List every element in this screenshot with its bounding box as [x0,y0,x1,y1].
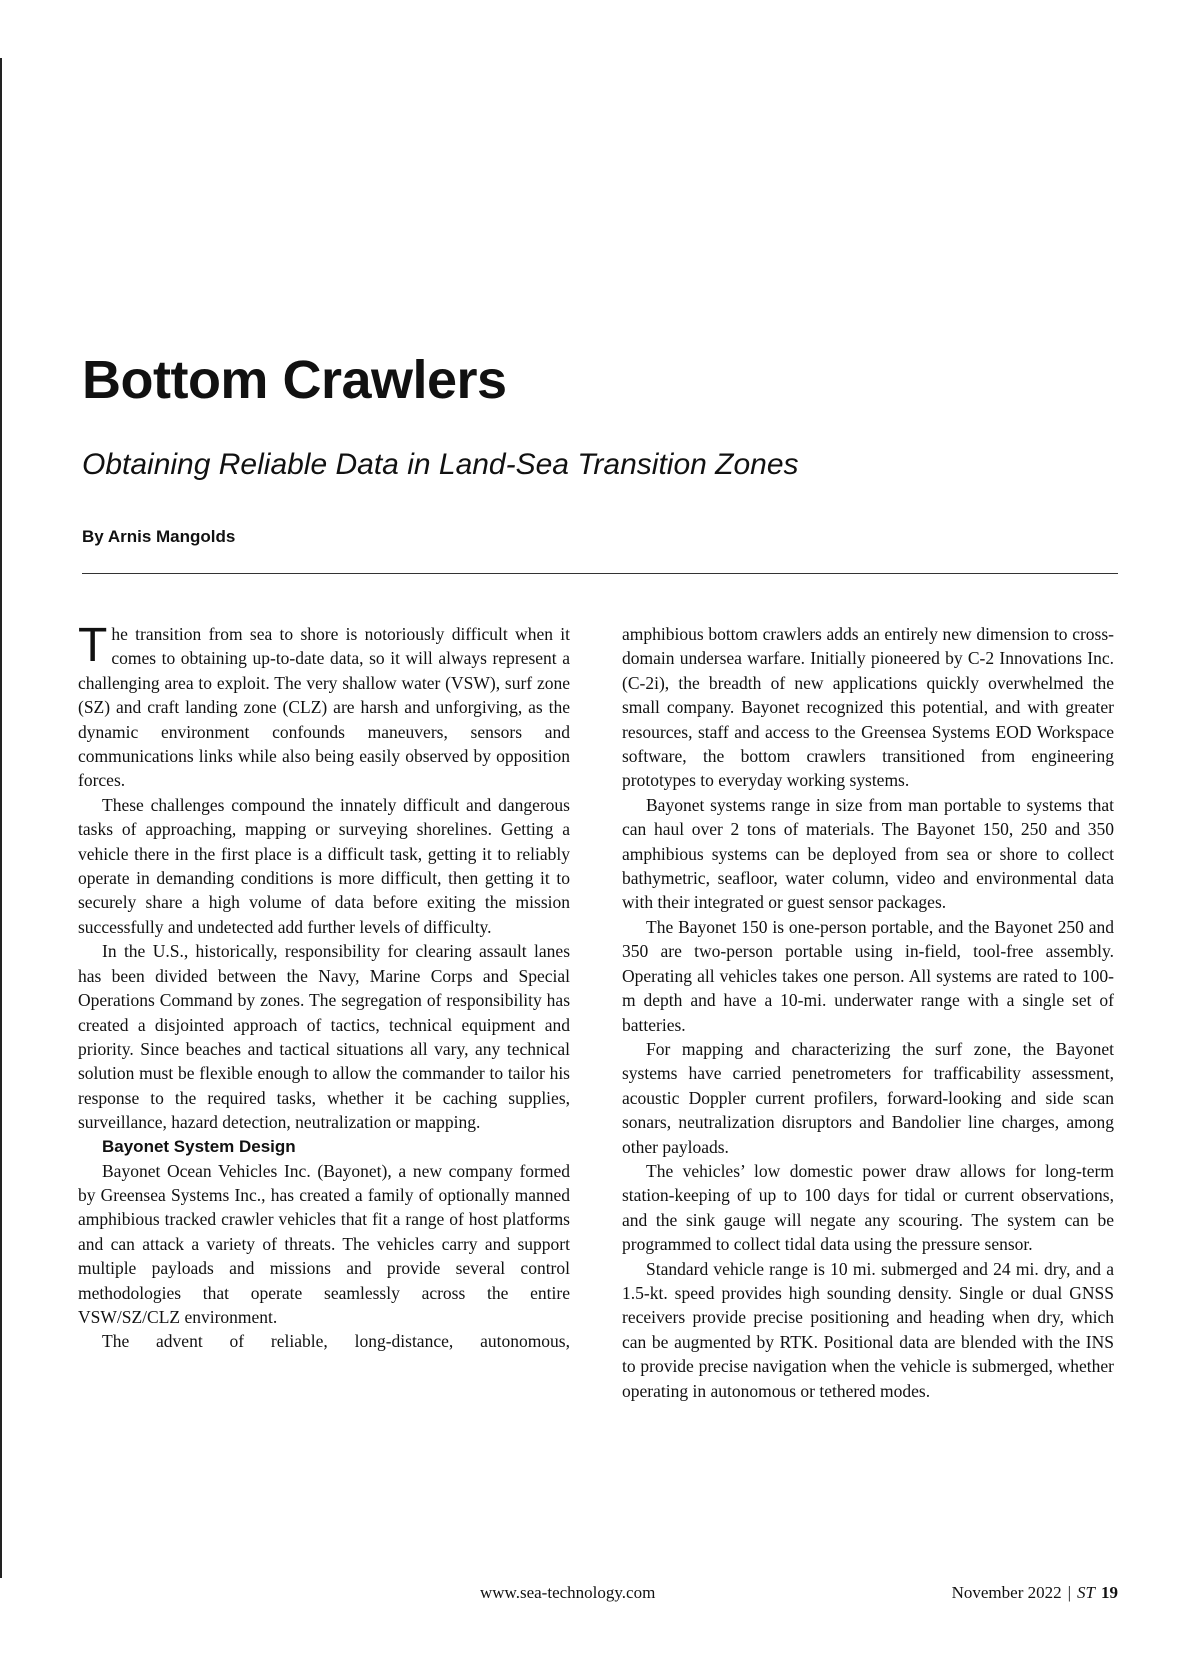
article-subtitle: Obtaining Reliable Data in Land-Sea Transition Zones [82,448,799,481]
article-byline: By Arnis Mangolds [82,527,236,546]
paragraph: Bayonet Ocean Vehicles Inc. (Bayonet), a new company formed by Greensea Systems Inc., has created a family of optionally manned amphibious tracked crawler vehicles that fit a range of host platforms and can attack a variety of threats. The vehicles carry and support multiple payloads and missions and provide several control methodologies that operate seamlessly across the entire VSW/SZ/CLZ environment. [78,1160,570,1327]
paragraph: Bayonet systems range in size from man portable to systems that can haul over 2 tons of materials. The Bayonet 150, 250 and 350 amphibious systems can be deployed from sea or shore to collect bathymetric, seafloor, water column, video and environmental data with their integrated or guest sensor packages. [622,794,1114,913]
drop-cap: T [78,619,108,672]
footer-folio [952,1582,1118,1604]
section-heading: Bayonet System Design [102,1136,296,1156]
paragraph: The Bayonet 150 is one-person portable, and the Bayonet 250 and 350 are two-person portable using in-field, tool-free assembly. Operating all vehicles takes one person. All systems are rated to 100-m depth and have a 10-mi. underwater range with a single set of batteries. [622,916,1114,1035]
header-divider [82,573,1118,574]
paragraph: These challenges compound the innately difficult and dangerous tasks of approaching, mapping or surveying shorelines. Getting a vehicle there in the first place is a difficult task, getting it to reliably operate in demanding conditions is more difficult, then getting it to securely share a high volume of data before exiting the mission successfully and undetected add further levels of difficulty. [78,794,570,937]
left-column [78,619,570,1354]
footer-separator: | [1067,1583,1072,1602]
page-edge-rule [0,58,2,1578]
article-title: Bottom Crawlers [82,350,507,410]
paragraph-continued: amphibious bottom crawlers adds an entirely new dimension to cross-domain undersea warfare. Initially pioneered by C-2 Innovations Inc. (C-2i), the breadth of new applications quickly overwhelmed the small company. Bayonet recognized this potential, and with greater resources, staff and access to the Greensea Systems EOD Workspace software, the bottom crawlers transitioned from engineering prototypes to everyday working systems. [622,624,1114,791]
paragraph: Standard vehicle range is 10 mi. submerged and 24 mi. dry, and a 1.5-kt. speed provides high sounding density. Single or dual GNSS receivers provide precise positioning and heading when dry, which can be augmented by RTK. Positional data are blended with the INS to provide precise navigation when the vehicle is submerged, whether operating in autonomous or tethered modes. [622,1258,1114,1401]
paragraph: In the U.S., historically, responsibility for clearing assault lanes has been divided between the Navy, Marine Corps and Special Operations Command by zones. The segregation of responsibility has created a disjointed approach of tactics, technical equipment and priority. Since beaches and tactical situations all vary, any technical solution must be flexible enough to allow the commander to tailor his response to the required tasks, whether it be caching supplies, surveillance, hazard detection, neutralization or mapping. [78,941,570,1133]
paragraph-intro-text: he transition from sea to shore is notoriously difficult when it comes to obtaining up-to-date data, so it will always represent a challenging area to exploit. The very shallow water (VSW), surf zone (SZ) and craft landing zone (CLZ) are harsh and unforgiving, as the dynamic environment confounds maneuvers, sensors and communications links while also being easily observed by opposition forces. [78,624,570,791]
right-column [622,622,1114,1403]
page-number: 19 [1101,1583,1118,1602]
paragraph-intro [78,619,570,793]
footer-website: www.sea-technology.com [480,1583,656,1602]
footer-date: November 2022 [951,1583,1062,1602]
paragraph: The advent of reliable, long-distance, autonomous, [102,1331,570,1352]
footer-magazine: ST [1077,1583,1095,1602]
paragraph: The vehicles’ low domestic power draw allows for long-term station-keeping of up to 100 days for tidal or current observations, and the sink gauge will negate any scouring. The system can be programmed to collect tidal data using the pressure sensor. [622,1160,1114,1255]
paragraph: For mapping and characterizing the surf zone, the Bayonet systems have carried penetrometers for trafficability assessment, acoustic Doppler current profilers, forward-looking and side scan sonars, neutralization disruptors and Bandolier line charges, among other payloads. [622,1038,1114,1157]
